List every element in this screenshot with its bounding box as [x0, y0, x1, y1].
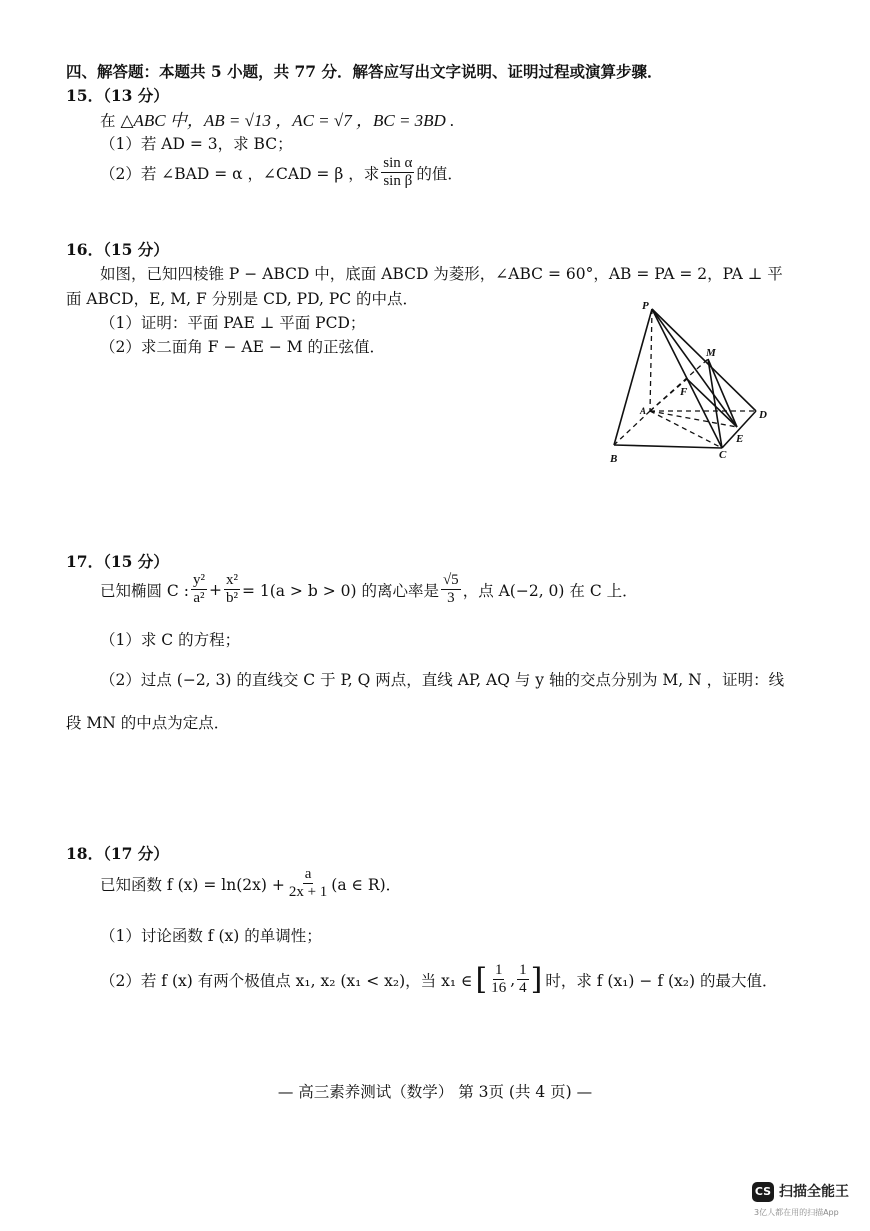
q18-number: 18．（17 分）: [66, 844, 169, 863]
q18-part2-post: 时，求 f (x₁) − f (x₂) 的最大值．: [545, 971, 778, 990]
q18-stem-post: (a ∈ R)．: [331, 875, 402, 894]
q18-frac-num: a: [304, 866, 312, 882]
q15-part2-post: 的值．: [416, 164, 463, 183]
camscanner-logo-icon: CS: [752, 1182, 774, 1202]
q15-ratio-num: sin α: [383, 155, 413, 171]
q17-part2-line2: 段 MN 的中点为定点．: [66, 714, 230, 732]
q16-part1: （1）证明：平面 PAE ⊥ 平面 PCD；: [100, 314, 366, 332]
q18-part2: （2）若 f (x) 有两个极值点 x₁, x₂ (x₁ < x₂)，当 x₁ ∈ [ $\frac{1}{16}$ , $\frac{1}{4}$ ] 时，求 f (x₁) − f (x₂) 的最大值．: [100, 962, 778, 997]
q17-frac-y-den: a²: [193, 590, 205, 606]
q17-stem-post: ，点 A(−2, 0) 在 C 上．: [462, 581, 638, 600]
q15-part2: [100, 155, 463, 190]
q15-stem: [100, 106, 454, 131]
q18-stem-pre: 已知函数 f (x) = ln(2x) +: [100, 875, 285, 894]
q18-stem: [100, 866, 401, 901]
q18-interval-a: [489, 962, 508, 997]
q16-line2: 面 ABCD，E, M, F 分别是 CD, PD, PC 的中点．: [66, 290, 419, 308]
scanner-watermark: [752, 1180, 852, 1224]
q15-number: 15．（13 分）: [66, 86, 169, 105]
q18-int-b-den: 4: [519, 980, 527, 996]
q18-int-a-num: 1: [494, 962, 503, 978]
q18-interval-b: [517, 962, 529, 997]
pyramid-figure: [604, 293, 774, 473]
q17-frac-y-num: y²: [192, 572, 205, 588]
q17-stem-mid: = 1(a > b > 0) 的离心率是: [241, 581, 439, 600]
section-header: 四、解答题：本题共 5 小题，共 77 分．解答应写出文字说明、证明过程或演算步骤．: [66, 62, 663, 81]
q18-left-bracket: [: [475, 962, 488, 997]
q17-e-num: √5: [442, 572, 459, 588]
q15-ratio-fraction: [381, 155, 414, 190]
q17-eccentricity: [441, 572, 461, 607]
q17-frac-x-den: b²: [225, 590, 238, 606]
q18-int-a-den: 16: [491, 980, 507, 996]
q15-part2-pre: （2）若 ∠BAD = α ，∠CAD = β ，求: [100, 164, 380, 183]
q18-right-bracket: ]: [530, 962, 543, 997]
watermark-sub: 3亿人都在用的扫描App: [754, 1208, 839, 1217]
q17-part2-line1: （2）过点 (−2, 3) 的直线交 C 于 P, Q 两点，直线 AP, AQ 与 y 轴的交点分别为 M, N ，证明：线: [100, 671, 785, 689]
q18-part2-pre: （2）若 f (x) 有两个极值点 x₁, x₂ (x₁ < x₂)，当 x₁ ∈: [100, 971, 473, 990]
q17-frac-y: [191, 572, 207, 607]
q18-part1: （1）讨论函数 f (x) 的单调性；: [100, 927, 322, 945]
q15-stem-math: △ABC 中，AB = √13 ，AC = √7 ，BC = 3BD .: [120, 111, 455, 130]
label-A: A: [640, 406, 647, 416]
label-E: E: [736, 433, 744, 445]
q16-line1: 如图，已知四棱锥 P − ABCD 中，底面 ABCD 为菱形，∠ABC = 60°，AB = PA = 2，PA ⊥ 平: [100, 265, 783, 283]
q17-e-den: 3: [447, 590, 455, 606]
q17-frac-x-num: x²: [225, 572, 238, 588]
q17-number: 17．（15 分）: [66, 552, 169, 571]
q17-stem-pre: 已知椭圆 C :: [100, 581, 189, 600]
q15-stem-pre: 在: [100, 112, 116, 130]
label-B: B: [610, 453, 618, 465]
label-C: C: [719, 449, 727, 461]
label-F: F: [680, 386, 688, 398]
q18-frac-den: 2x + 1: [288, 884, 328, 900]
q17-stem: [100, 572, 638, 607]
q15-ratio-den: sin β: [383, 173, 413, 189]
q18-frac: [287, 866, 329, 901]
q16-number: 16．（15 分）: [66, 240, 169, 259]
q18-int-b-num: 1: [519, 962, 527, 978]
label-D: D: [759, 409, 767, 421]
q16-part2: （2）求二面角 F − AE − M 的正弦值．: [100, 338, 386, 356]
q17-part1: （1）求 C 的方程；: [100, 631, 241, 649]
q17-frac-x: [224, 572, 240, 607]
page-footer: — 高三素养测试（数学） 第 3页 (共 4 页) —: [277, 1083, 593, 1101]
label-P: P: [642, 300, 649, 312]
q15-part1: （1）若 AD = 3，求 BC；: [100, 135, 293, 153]
label-M: M: [706, 347, 716, 359]
watermark-name: 扫描全能王: [779, 1184, 849, 1200]
q17-plus: +: [208, 580, 222, 599]
